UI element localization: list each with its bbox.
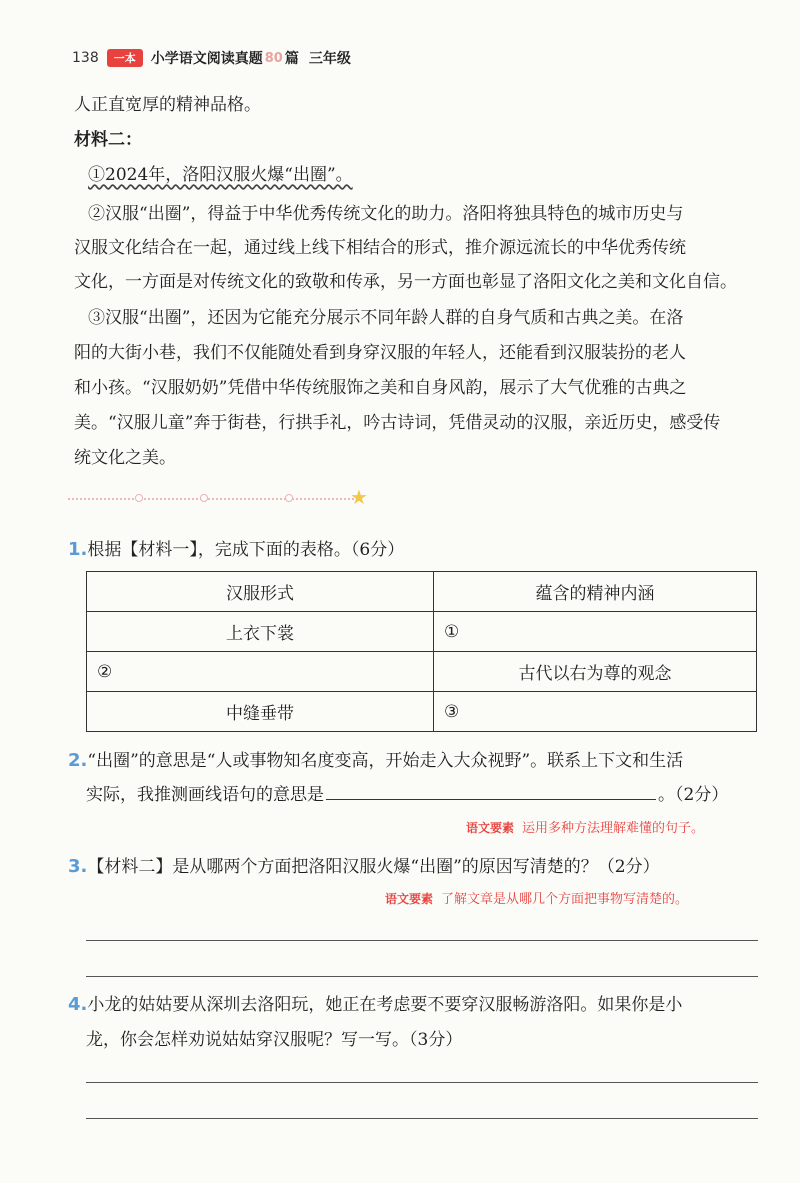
tip-label: 语文要素 (385, 892, 434, 906)
question-text: 龙，你会怎样劝说姑姑穿汉服呢？写一写。（3分） (86, 1030, 463, 1050)
question-3 (68, 852, 660, 877)
answer-line[interactable] (86, 976, 758, 977)
question-text: 小龙的姑姑要从深圳去洛阳玩，她正在考虑要不要穿汉服畅游洛阳。如果你是小 (87, 995, 683, 1015)
table-header: 汉服形式 (87, 572, 434, 612)
section-divider (68, 498, 354, 500)
tip-text: 了解文章是从哪几个方面把事物写清楚的。 (441, 892, 689, 907)
question-number: 2. (68, 750, 88, 771)
text-line: ②汉服“出圈”，得益于中华优秀传统文化的助力。洛阳将独具特色的城市历史与 (88, 204, 684, 224)
answer-line[interactable] (86, 1082, 758, 1083)
star-icon: ★ (350, 485, 368, 509)
divider-dot (135, 494, 143, 502)
book-count: 80 (264, 50, 283, 66)
table-cell: 古代以右为尊的观念 (434, 652, 757, 692)
question-text: 【材料二】是从哪两个方面把洛阳汉服火爆“出圈”的原因写清楚的？（2分） (87, 857, 660, 877)
tip-label: 语文要素 (466, 821, 515, 835)
book-title: 小学语文阅读真题 (150, 51, 263, 67)
answer-table (86, 571, 757, 732)
question-4-line2 (86, 1025, 462, 1050)
question-2 (68, 746, 683, 771)
question-1 (68, 535, 404, 560)
grade-label: 三年级 (308, 51, 351, 67)
table-cell: 上衣下裳 (87, 612, 434, 652)
material2-heading: 材料二： (74, 130, 142, 150)
divider-dot (285, 494, 293, 502)
divider-dot (200, 494, 208, 502)
question-score: 。（2分） (658, 785, 729, 805)
text-line: 人正直宽厚的精神品格。 (74, 95, 261, 115)
skill-tip (466, 817, 704, 836)
tip-text: 运用多种方法理解难懂的句子。 (522, 821, 705, 836)
question-text: 根据【材料一】，完成下面的表格。（6分） (87, 540, 405, 560)
table-cell-blank[interactable]: ③ (434, 692, 757, 732)
question-number: 3. (68, 856, 88, 877)
table-row (87, 612, 757, 652)
text-line: 文化，一方面是对传统文化的致敬和传承，另一方面也彰显了洛阳文化之美和文化自信。 (74, 272, 737, 292)
question-number: 4. (68, 994, 88, 1015)
table-cell: 中缝垂带 (87, 692, 434, 732)
fill-blank[interactable] (326, 783, 656, 800)
table-row (87, 652, 757, 692)
question-2-line2 (86, 780, 728, 805)
table-row (87, 692, 757, 732)
text-line: 美。“汉服儿童”奔于街巷，行拱手礼，吟古诗词，凭借灵动的汉服，亲近历史，感受传 (74, 413, 721, 433)
answer-line[interactable] (86, 1118, 758, 1119)
question-4 (68, 990, 682, 1015)
skill-tip (385, 888, 688, 907)
text-line: 和小孩。“汉服奶奶”凭借中华传统服饰之美和自身风韵，展示了大气优雅的古典之 (74, 378, 687, 398)
answer-line[interactable] (86, 940, 758, 941)
text-line: 阳的大街小巷，我们不仅能随处看到身穿汉服的年轻人，还能看到汉服装扮的老人 (74, 343, 686, 363)
book-count-unit: 篇 (284, 51, 299, 67)
text-line: 汉服文化结合在一起，通过线上线下相结合的形式，推介源远流长的中华优秀传统 (74, 238, 686, 258)
brand-logo: 一本 (107, 49, 143, 67)
question-number: 1. (68, 539, 88, 560)
text-line: 统文化之美。 (74, 448, 176, 468)
text-line: ③汉服“出圈”，还因为它能充分展示不同年龄人群的自身气质和古典之美。在洛 (88, 308, 684, 328)
underlined-sentence: ①2024年，洛阳汉服火爆“出圈”。 (88, 165, 353, 185)
table-cell-blank[interactable]: ① (434, 612, 757, 652)
table-header-row (87, 572, 757, 612)
question-text: “出圈”的意思是“人或事物知名度变高，开始走入大众视野”。联系上下文和生活 (87, 751, 684, 771)
question-text: 实际，我推测画线语句的意思是 (86, 785, 324, 805)
table-cell-blank[interactable]: ② (87, 652, 434, 692)
page-header (72, 45, 351, 71)
page-number: 138 (72, 50, 99, 66)
table-header: 蕴含的精神内涵 (434, 572, 757, 612)
